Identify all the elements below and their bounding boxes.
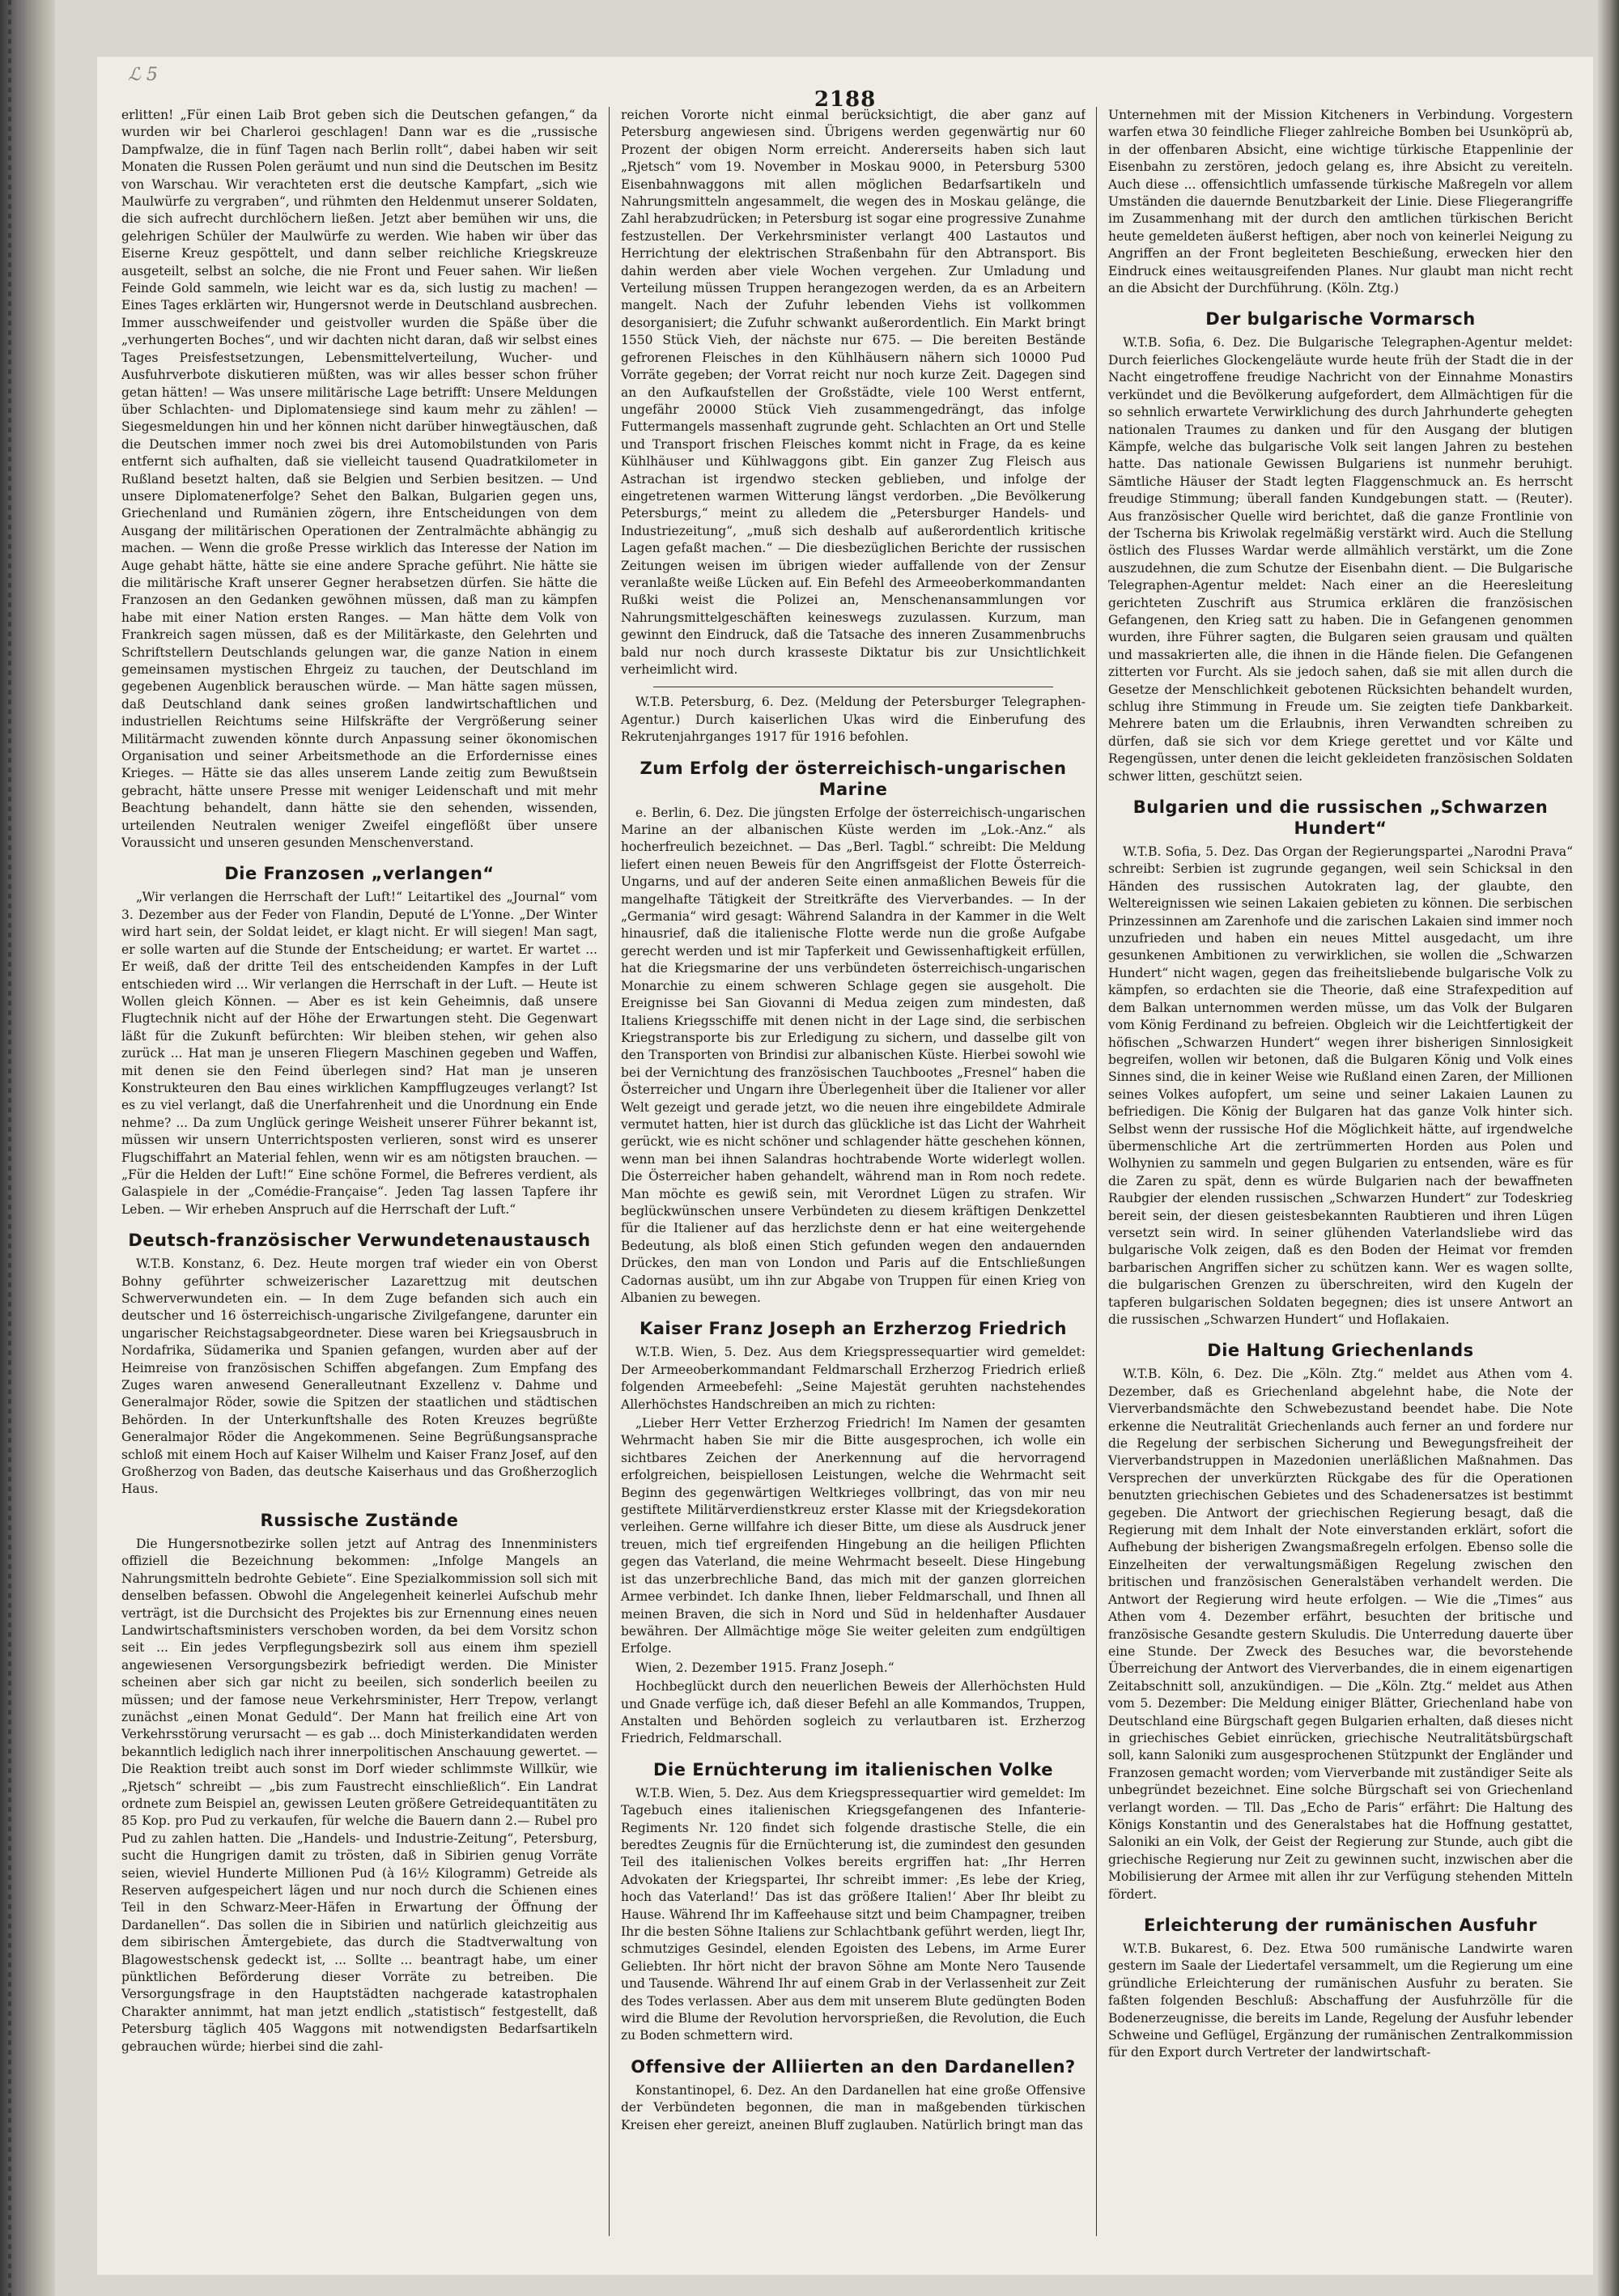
article-text: W.T.B. Wien, 5. Dez. Aus dem Kriegspressequartier wird gemeldet: Im Tagebuch eines italienischen Kriegsgefangenen des Infanterie-Regiments Nr. 120 findet sich folgende drastische Stelle, die ein beredtes Zeugnis für die Ernüchterung ist, die zumindest den gesunden Teil des italienischen Volkes bereits ergriffen hat: „Ihr Herren Advokaten der Kriegspartei, Ihr schreibt immer: ‚Es lebe der Krieg, hoch das Vaterland!‘ Das ist das größere Italien!‘ Aber Ihr bleibt zu Hause. Während Ihr im Kaffeehause sitzt und beim Champagner, treiben Ihr die besten Söhne Italiens zur Schlachtbank geführt werden, liegt Ihr, schmutziges Gesindel, elenden Egoisten des Lebens, im Arme Eurer Geliebten. Ihr hört nicht der bravon Söhne am Monte Nero Tausende und Tausende. Während Ihr auf einem Grab in der Verlassenheit zur Zeit des Todes verlassen. Aber aus dem mit unserem Blute gedüngten Boden wird die Blume der Revolution hervorsprießen, die Revolution, die Euch zu Boden schmettern wird.: [621, 1785, 1086, 2043]
newspaper-page: [97, 57, 1593, 2275]
headline-franzosen: Die Franzosen „verlangen“: [224, 864, 495, 884]
article-text: Konstantinopel, 6. Dez. An den Dardanellen hat eine große Offensive der Verbündeten begonnen, die man in maßgebenden türkischen Kreisen eher gereizt, aneinen Bluff zuglauben. Natürlich bringt man das: [621, 2082, 1086, 2132]
article-text: W.T.B. Sofia, 6. Dez. Die Bulgarische Telegraphen-Agentur meldet: Durch feierliches Glockengeläute wurde heute früh der Stadt die in der Nacht eingetroffene freudige Nachricht von der Einnahme Monastirs verkündet und die Bevölkerung aufgefordert, dem Allmächtigen für die so sehnlich erwartete Verwirklichung des durch Jahrhunderte gehegten nationalen Traumes zu danken und für den Ausgang der blutigen Kämpfe, welche das bulgarische Volk seit langen Jahren zu bestehen hatte. Das nationale Gewissen Bulgariens ist nunmehr beruhigt. Sämtliche Häuser der Stadt legten Flaggenschmuck an. Es herrscht freudige Stimmung; überall fanden Kundgebungen statt. — (Reuter). Aus französischer Quelle wird berichtet, daß die ganze Frontlinie von der Tscherna bis Kriwolak regelmäßig verstärkt wird. Auch die Stellung östlich des Flusses Wardar werde allmählich verstärkt, um die Zone auszudehnen, die zum Schutze der Eisenbahn dient. — Die Bulgarische Telegraphen-Agentur meldet: Nach einer an die Heeresleitung gerichteten Zuschrift aus Strumica erklären die französischen Gefangenen, den Krieg satt zu haben. Die in Gefangenen genommen wurden, ihre Führer sagten, die Bulgaren seien grausam und quälten und massakrierten alle, die ihnen in die Hände fielen. Die Gefangenen zitterten vor Furcht. Als sie jedoch sahen, daß sie mit allen durch die Gesetze der Menschlichkeit gebotenen Rücksichten behandelt wurden, schlug ihre Stimmung in Freude um. Sie zeigten tiefe Dankbarkeit. Mehrere baten um die Erlaubnis, ihren Verwandten schreiben zu dürfen, daß sie sich vor dem Kriege gerettet und vor Kälte und Regengüssen, unter denen die leicht gekleideten französischen Soldaten schwer litten, geschützt seien.: [1108, 335, 1573, 784]
article-text: W.T.B. Köln, 6. Dez. Die „Köln. Ztg.“ meldet aus Athen vom 4. Dezember, daß es Griechenland abgelehnt habe, die Note der Vierverbandsmächte den Schwebezustand beendet habe. Die Note erkenne die Neutralität Griechenlands auch ferner an und fordere nur die Regelung der serbischen Sicherung und Bewegungsfreiheit der Vierverbandstruppen in Mazedonien unerläßlichen Maßnahmen. Das Versprechen der unverkürzten Rückgabe des für die Operationen benutzten griechischen Gebietes und des Schadenersatzes ist bestimmt gegeben. Die Antwort der griechischen Regierung besagt, daß die Regierung mit dem Inhalt der Note einverstanden erklärt, sofort die Aufhebung der bisherigen Zwangsmaßregeln erfolgen. Ebenso solle die Einzelheiten der verwaltungsmäßigen Regelung zwischen den britischen und französischen Generalstäben verhandelt werden. Die Antwort der Regierung wird heute erfolgen. — Wie die „Times“ aus Athen vom 4. Dezember erfährt, besuchten der britische und französische Gesandte gestern Skuludis. Die Unterredung dauerte über eine Stunde. Der Zweck des Besuches war, die bevorstehende Überreichung der Antwort des Vierverbandes, die in einem eigenartigen Zeitabschnitt soll, anzukündigen. — Die „Köln. Ztg.“ meldet aus Athen vom 5. Dezember: Die Meldung einiger Blätter, Griechenland habe von Deutschland eine Bürgschaft gegen Bulgarien erhalten, daß dieses nicht in griechisches Gebiet einrücken, griechische Neutralitätsbürgschaft soll, kann Saloniki zum ausgesprochenen Stützpunkt der Engländer und Franzosen gemacht worden; vom Vierverbande mit zuständiger Seite als unbegründet bezeichnet. Eine solche Bürgschaft sei von Griechenland verlangt worden. — Tll. Das „Echo de Paris“ erfährt: Die Haltung des Königs Konstantin und des Generalstabes hat die Hoffnung gestattet, Saloniki an ein Volk, der Geist der Regierung zur Stunde, auch gibt die griechische Regierung nur Zeit zu gewinnen sucht, inzwischen aber die Mobilisierung der Armee mit allen ihr zur Verfügung stehenden Mitteln fördert.: [1108, 1367, 1573, 1902]
headline-marine: Zum Erfolg der österreichisch-ungarischen Marine: [640, 758, 1067, 799]
headline-schwarze-hundert: Bulgarien und die russischen „Schwarzen Hundert“: [1132, 797, 1549, 839]
article-text: Unternehmen mit der Mission Kitcheners in Verbindung. Vorgestern warfen etwa 30 feindliche Flieger zahlreiche Bomben bei Usunköprü ab, in der offenbaren Absicht, eine wichtige türkische Etappenlinie der Eisenbahn zu zerstören, jedoch gelang es, ihre Absicht zu vereiteln. Auch diese ... offensichtlich umfassende türkische Maßregeln vor allem Umständen die dauernde Benutzbarkeit der Linie. Diese Fliegerangriffe im Zusammenhang mit der durch den amtlichen türkischen Bericht heute gemeldeten äußerst heftigen, aber noch von keinerlei Neigung zu Angriffen an der Front begleiteten Beschießung, erwecken hier den Eindruck eines weitausgreifenden Planes. Nur glaubt man nicht recht an die Absicht der Durchführung. (Köln. Ztg.): [1108, 108, 1573, 296]
article-text: reichen Vororte nicht einmal berücksichtigt, die aber ganz auf Petersburg angewiesen sind. Übrigens werden gegenwärtig nur 60 Prozent der obigen Norm erreicht. Andererseits haben sich laut „Rjetsch“ vom 19. November in Moskau 9000, in Petersburg 5300 Eisenbahnwaggons mit allen möglichen Bedarfsartikeln und Nahrungsmitteln angesammelt, die wegen des in Moskau gelänge, die Zahl herabzudrücken; in Petersburg ist sogar eine progressive Zunahme festzustellen. Der Verkehrsminister verlangt 400 Lastautos und Herrichtung der elektrischen Straßenbahn für den Abtransport. Bis dahin werden aber viele Wochen vergehen. Zur Umladung und Verteilung müssen Truppen herangezogen werden, da es an Arbeitern mangelt. Nach der Zufuhr lebenden Viehs ist vollkommen desorganisiert; die Zufuhr schwankt außerordentlich. Ein Markt bringt 1550 Stück Vieh, der nächste nur 675. — Die bereiten Bestände gefrorenen Fleisches in den Kühlhäusern nähern sich 10000 Pud Vorräte gegeben; der Vorrat reicht nur noch kurze Zeit. Dagegen sind an den Aufkaufstellen der Großstädte, viele 100 Werst entfernt, ungefähr 20000 Stück Vieh zusammengedrängt, das infolge Futtermangels massenhaft zugrunde geht. Schlachten an Ort und Stelle und Transport frischen Fleisches kommt nicht in Frage, da es keine Kühlhäuser und Kühlwaggons gibt. Ein ganzer Zug Fleisch aus Astrachan ist irgendwo stecken geblieben, und infolge der eingetretenen warmen Witterung längst verdorben. „Die Bevölkerung Petersburgs,“ meint zu alledem die „Petersburger Handels- und Industriezeitung“, „muß sich deshalb auf außerordentlich kritische Lagen gefaßt machen.“ — Die diesbezüglichen Berichte der russischen Zeitungen weisen im übrigen wieder auffallende von der Zensur veranlaßte weiße Lücken auf. Ein Befehl des Armeeoberkommandanten Rußki weist die Polizei an, Menschenansammlungen vor Nahrungsmittelgeschäften keineswegs zuzulassen. Kurzum, man gewinnt den Eindruck, daß die Tatsache des inneren Zusammenbruchs bald nur noch durch krasseste Diktatur bis zur Unsichtlichkeit verheimlicht wird.: [621, 108, 1086, 677]
headline-rumaenische-ausfuhr: Erleichterung der rumänischen Ausfuhr: [1143, 1915, 1538, 1935]
headline-griechenland: Die Haltung Griechenlands: [1207, 1341, 1474, 1361]
column-1: [121, 107, 597, 2236]
headline-russische-zustaende: Russische Zustände: [260, 1510, 459, 1530]
article-text: W.T.B. Petersburg, 6. Dez. (Meldung der Petersburger Telegraphen-Agentur.) Durch kaiserlichen Ukas wird die Einberufung des Rekrutenjahrganges 1917 für 1916 befohlen.: [621, 695, 1086, 745]
pencil-mark: ℒ 5: [128, 65, 158, 85]
article-text: W.T.B. Bukarest, 6. Dez. Etwa 500 rumänische Landwirte waren gestern im Saale der Liedertafel versammelt, um die Regierung um eine gründliche Erleichterung der rumänischen Ausfuhr zu beraten. Sie faßten folgenden Beschluß: Abschaffung der Ausfuhrzölle für die Bodenerzeugnisse, die bereits im Lande, Regelung der Ausfuhr lebender Schweine und Geflügel, Ergänzung der rumänischen Zentralkommission für den Export durch Vertreter der landwirtschaft-: [1108, 1941, 1573, 2060]
article-text: „Lieber Herr Vetter Erzherzog Friedrich! Im Namen der gesamten Wehrmacht haben Sie mir die Bitte ausgesprochen, ich wolle ein sichtbares Zeichen der Anerkennung auf die hervorragend erfolgreichen, beispiellosen Leistungen, welche die Wehrmacht seit Beginn des gegenwärtigen Weltkrieges vollbringt, das von mir neu gestiftete Militärverdienstkreuz erster Klasse mit der Kriegsdekoration verleihen. Gerne willfahre ich dieser Bitte, um diese als Ausdruck jener treuen, mich tief ergreifenden Hingebung an die heiligen Pflichten gegen das Vaterland, die meine Wehrmacht beseelt. Diese Hingebung ist das unzerbrechliche Band, das mich mit der ganzen glorreichen Armee verbindet. Ich danke Ihnen, lieber Feldmarschall, und Ihnen all meinen Braven, die sich in Nord und Süd in heldenhafter Ausdauer bewähren. Der Allmächtige möge Sie weiter geleiten zum endgültigen Erfolge.: [621, 1416, 1086, 1656]
article-text: e. Berlin, 6. Dez. Die jüngsten Erfolge der österreichisch-ungarischen Marine an der albanischen Küste werden im „Lok.-Anz.“ als hocherfreulich bezeichnet. — Das „Berl. Tagbl.“ schreibt: Die Meldung liefert einen neuen Beweis für den Angriffsgeist der Flotte Österreich-Ungarns, und auf der anderen Seite einen anmaßlichen Beweis für die mangelhafte Tätigkeit der Streitkräfte des Vierverbandes. — In der „Germania“ wird gesagt: Während Salandra in der Kammer in die Welt hinausrief, daß die italienische Flotte werde nun die große Aufgabe gerecht werden und ist mir Tapferkeit und Gewissenhaftigkeit erfüllen, hat die Kriegsmarine der uns verbündeten österreichisch-ungarischen Monarchie zu einem schweren Schlage gegen sie ausgeholt. Die Ereignisse bei San Giovanni di Medua zeigen zum mindesten, daß Italiens Kriegsschiffe mit denen nicht in der Lage sind, die serbischen Kriegstransporte bis zur Erledigung zu sichern, und dasselbe gilt von den Transporten von Brindisi zur albanischen Küste. Hierbei sowohl wie bei der Vernichtung des französischen Tauchbootes „Fresnel“ haben die Österreicher und Ungarn ihre Überlegenheit über die Italiener vor aller Welt gezeigt und gerade jetzt, wo die neuen ihre eingebildete Admirale vermutet hatten, hier ist durch das glückliche ist das Licht der Wahrheit gerückt, wie es nicht schöner und schlagender hätte geschehen können, wenn man bei ihnen Salandras hochtrabende Worte widerlegt wollen. Die Österreicher haben gehandelt, während man in Rom noch redete. Man möchte es gewiß sein, mit Verordnet Lügen zu strafen. Wir beglückwünschen unsere Verbündeten zu diesem kräftigen Denkzettel für die Italiener auf das herzlichste denn er hat eine weitergehende Bedeutung, als bloß einen Stich gefunden wegen den andauernden Drückes, den man von London und Paris auf die Entschließungen Cadornas ausübt, um ihn zur Abgabe von Truppen für einen Krieg von Albanien zu bewegen.: [621, 805, 1086, 1305]
headline-ernuechterung: Die Ernüchterung im italienischen Volke: [653, 1759, 1053, 1779]
article-text: Hochbeglückt durch den neuerlichen Beweis der Allerhöchsten Huld und Gnade verfüge ich, daß dieser Befehl an alle Kommandos, Truppen, Anstalten und Behörden sogleich zu verlautbaren ist. Erzherzog Friedrich, Feldmarschall.: [621, 1679, 1086, 1746]
headline-kaiser-franz-joseph: Kaiser Franz Joseph an Erzherzog Friedrich: [639, 1319, 1068, 1339]
column-3: [1096, 107, 1573, 2236]
article-text: erlitten! „Für einen Laib Brot geben sich die Deutschen gefangen,“ da wurden wir bei Charleroi geschlagen! Dann war es die „russische Dampfwalze, die in fünf Tagen nach Berlin rollt“, dabei haben wir seit Monaten die Russen Polen geräumt und nun sind die Deutschen im Besitz von Warschau. Wir verachteten erst die deutsche Kampfart, „sich wie Maulwürfe zu vergraben“, und rühmten den Heldenmut unserer Soldaten, die sich aufrecht durchlöchern ließen. Jetzt aber bemühen wir uns, die gelehrigen Schüler der Maulwürfe zu werden. Wie haben wir über das Eiserne Kreuz gespöttelt, und dann selber reichliche Kriegskreuze ausgeteilt, selbst an solche, die nie Front und Feuer sahen. Wir ließen Feinde Gold sammeln, wie leicht war es da, sich lustig zu machen! — Eines Tages erklärten wir, Hungersnot werde in Deutschland ausbrechen. Immer ausschweifender und geistvoller wurden die Späße über die „verhungerten Boches“, und wir dachten nicht daran, daß wir selbst eines Tages Preisfestsetzungen, Lebensmittelverteilung, Wucher- und Ausfuhrverbote diskutieren müßten, was wir alles besser schon früher getan hätten! — Was unsere militärische Lage betrifft: Unsere Meldungen über Schlachten- und Diplomatensiege sind kaum mehr zu zählen! — Siegesmeldungen hin und her können nicht darüber hinwegtäuschen, daß die Deutschen immer noch zwei bis drei Automobilstunden von Paris entfernt sich aufhalten, daß sie vielleicht tausend Quadratkilometer in Rußland besetzt halten, daß sie Belgien und Serbien besitzen. — Und unsere Diplomatenerfolge? Sehet den Balkan, Bulgarien gegen uns, Griechenland und Rumänien zögern, ihre Entscheidungen von dem Ausgang der militärischen Operationen der Zentralmächte abhängig zu machen. — Wenn die große Presse wirklich das Interesse der Nation im Auge gehabt hätte, hätte sie eine andere Sprache geführt. Nie hätte sie die militärische Kraft unserer Gegner herabsetzen dürfen. Sie hätte die Franzosen an den Gedanken gewöhnen müssen, daß man zu kämpfen habe mit einer Nation ersten Ranges. — Man hätte dem Volk von Frankreich sagen müssen, daß es der Militärkaste, den Gelehrten und Schriftstellern Deutschlands gelungen war, die ganze Nation in einem gemeinsamen mystischen Ehrgeiz zu tauchen, der Deutschland im gegebenen Augenblick berauschen würde. — Man hätte sagen müssen, daß Deutschland dank seines großen landwirtschaftlichen und industriellen Reichtums seine Hilfskräfte der Vergrößerung seiner Militärmacht zuwenden könnte durch Anpassung seiner ökonomischen Organisation und seiner Arbeitsmethode an die Erfordernisse eines Krieges. — Hätte sie das alles unserem Lande zeitig zum Bewußtsein gebracht, hätte unsere Presse mit weniger Leidenschaft und mit mehr Beachtung behandelt, dann hätte sie den sehenden, wissenden, urteilenden Neutralen weniger Zweifel eingeflößt über unsere Voraussicht und unseren gesunden Menschenverstand.: [121, 108, 597, 851]
headline-verwundetenaustausch: Deutsch-französischer Verwundetenaustausch: [128, 1231, 591, 1251]
article-text: „Wir verlangen die Herrschaft der Luft!“ Leitartikel des „Journal“ vom 3. Dezember aus der Feder von Flandin, Deputé de L'Yonne. „Der Winter wird hart sein, der Soldat leidet, er klagt nicht. Er will siegen! Man sagt, er solle warten auf die Stunde der Entscheidung; er wartet. Er wartet ... Er weiß, daß der dritte Teil des entscheidenden Kampfes in der Luft entschieden wird ... Wir verlangen die Herrschaft in der Luft. — Heute ist Wollen gleich Können. — Aber es ist kein Geheimnis, daß unsere Flugtechnik nicht auf der Höhe der Erwartungen steht. Die Gegenwart läßt für die Zukunft befürchten: Wir bleiben stehen, wir gehen also zurück ... Hat man je unseren Fliegern Maschinen gegeben und Waffen, mit denen sie den Feind überlegen sind? Hat man je unseren Konstrukteuren den Bau eines wirklichen Kampfflugzeuges verlangt? Ist es zu viel verlangt, daß die Unerfahrenheit und die Unordnung ein Ende nehme? ... Da zum Unglück geringe Weisheit unserer Führer bekannt ist, müssen wir unsern Unterrichtsposten verlieren, sonst wird es unserer Flugschiffahrt an Material fehlen, wenn wir es am nötigsten brauchen. — „Für die Helden der Luft!“ Eine schöne Formel, die Befreres verdient, als Galaspiele in der „Comédie-Française“. Jeden Tag lassen Tapfere ihr Leben. — Wir erheben Anspruch auf die Herrschaft der Luft.“: [121, 890, 597, 1217]
headline-dardanellen: Offensive der Alliierten an den Dardanellen?: [631, 2056, 1076, 2077]
article-text: W.T.B. Sofia, 5. Dez. Das Organ der Regierungspartei „Narodni Prava“ schreibt: Serbien ist zugrunde gegangen, weil sein Schicksal in den Händen des russischen Autokraten lag, der glaubte, den Weltereignissen wie seinen Lakaien gebieten zu können. Die serbischen Prinzessinnen am Zarenhofe und die zarischen Lakaien sind immer noch unzufrieden und haben ein neues Mittel ausgedacht, um ihre gesunkenen Ambitionen zu verwirklichen, sie wollen die „Schwarzen Hundert“ nicht wagen, gegen das freiheitsliebende bulgarische Volk zu kämpfen, so erdachten sie die Theorie, daß eine Strafexpedition auf dem Balkan unternommen werden müsse, um das Volk der Bulgaren vom König Ferdinand zu befreien. Obgleich wir die Leichtfertigkeit der höfischen „Schwarzen Hundert“ wegen ihrer bisherigen Sinnlosigkeit begreifen, wollen wir betonen, daß die Bulgaren König und Volk eines Sinnes sind, die in keiner Weise wie Rußland einen Zaren, der Millionen seines Volkes aufopfert, um seine und seiner Lakaien Launen zu befriedigen. Die König der Bulgaren hat das ganze Volk hinter sich. Selbst wenn der russische Hof die Möglichkeit hätte, auf irgendwelche übermenschliche Art die zertrümmerten Horden aus Polen und Wolhynien zu sammeln und gegen Bulgarien zu entsenden, wäre es für die Zaren zu spät, denn es würde Bulgarien nach der bewaffneten Raubgier der elenden russischen „Schwarzen Hundert“ zur Todeskrieg bereit sein, der diesen geistesbekannten Raubtieren und ihren Lügen versetzt sein wird. In seiner glühenden Vaterlandsliebe wird das bulgarische Volk zeigen, daß es den Boden der Heimat vor fremden barbarischen Angriffen sicher zu schützen kann. Wer es wagen sollte, die bulgarischen Grenzen zu überschreiten, wird den Kugeln der tapferen bulgarischen Soldaten begegnen; dies ist unsere Antwort an die russischen „Schwarzen Hundert“ und Hoflakaien.: [1108, 844, 1573, 1327]
article-text: W.T.B. Wien, 5. Dez. Aus dem Kriegspressequartier wird gemeldet: Der Armeeoberkommandant Feldmarschall Erzherzog Friedrich erließ folgenden Armeebefehl: „Seine Majestät geruhten nachstehendes Allerhöchstes Handschreiben an mich zu richten:: [621, 1345, 1086, 1412]
next-page-edge: [1598, 0, 1619, 2296]
column-2: [609, 107, 1086, 2236]
page-number: 2188: [814, 87, 877, 112]
headline-bulgarischer-vormarsch: Der bulgarische Vormarsch: [1205, 309, 1476, 330]
article-text: Die Hungersnotbezirke sollen jetzt auf Antrag des Innenministers offiziell die Bezeichnung bekommen: „Infolge Mangels an Nahrungsmitteln bedrohte Gebiete“. Eine Spezialkommission soll sich mit denselben befassen. Obwohl die Angelegenheit keinerlei Aufschub mehr verträgt, ist die Durchsicht des Projektes bis zur Ernennung eines neuen Landwirtschaftsministers verschoben worden, da bei dem Vorsitz schon seit ... Ein jedes Verpflegungsbezirk soll aus einem ihm speziell angewiesenen Versorgungsbezirk befriedigt werden. Die Minister scheinen aber sich gar nicht zu beeilen, sich sonderlich beeilen zu müssen; und der famose neue Verkehrsminister, Herr Trepow, verlangt zunächst „einen Monat Geduld“. Der Mann hat freilich eine Art von Verkehrsstörung verursacht — es gab ... doch Ministerkandidaten werden bekanntlich lediglich nach ihrer innerpolitischen Anschauung gewertet. — Die Reaktion treibt auch sonst im Dorf wieder schlimmste Willkür, wie „Rjetsch“ schreibt — „bis zum Faustrecht einschließlich“. Ein Landrat ordnete zum Beispiel an, gewissen Leuten größere Getreidequantitäten zu 85 Kop. pro Pud zu verkaufen, für welche die Bauern dann 2.— Rubel pro Pud zu zahlen hatten. Die „Handels- und Industrie-Zeitung“, Petersburg, sucht die Hungrigen damit zu trösten, daß in Sibirien genug Vorräte seien, wieviel Hunderte Millionen Pud (à 16½ Kilogramm) Getreide als Reserven aufgespeichert lägen und nur noch durch die Schienen eines Teil in den Schwarz-Meer-Häfen in Erwartung der Öffnung der Dardanellen“. Das sollen die in Sibirien und natürlich gleichzeitig aus dem sibirischen Ämtergebiete, das durch die Stadtverwaltung von Blagowestschensk gedeckt ist, ... Sollte ... beantragt habe, um einer pünktlichen Beförderung dieser Vorräte zu betreiben. Die Versorgungsfrage in den Hauptstädten nachgerade katastrophalen Charakter annimmt, hat man jetzt endlich „statistisch“ festgestellt, daß Petersburg täglich 405 Waggons mit notwendigsten Bedarfsartikeln gebrauchen würde; hierbei sind die zahl-: [121, 1536, 597, 2054]
article-text: W.T.B. Konstanz, 6. Dez. Heute morgen traf wieder ein von Oberst Bohny geführter schweizerischer Lazarettzug mit deutschen Schwerverwundeten ein. — In dem Zuge befanden sich auch ein deutscher und 16 österreichisch-ungarische Zivilgefangene, darunter ein ungarischer Reichstagsabgeordneter. Diese waren bei Kriegsausbruch in Nordafrika, Südamerika und Spanien gefangen, wurden aber auf der Heimreise von französischen Schiffen abgefangen. Zum Empfang des Zuges waren anwesend Generalleutnant Exzellenz v. Dahme und Generalmajor Röder, sowie die Spitzen der staatlichen und städtischen Behörden. In der Unterkunftshalle des Roten Kreuzes begrüßte Generalmajor Röder die Angekommenen. Seine Begrüßungsansprache schloß mit einem Hoch auf Kaiser Wilhelm und Kaiser Franz Josef, auf den Großherzog von Baden, das deutsche Kaiserhaus und das Großherzoglich Haus.: [121, 1256, 597, 1497]
article-text: Wien, 2. Dezember 1915. Franz Joseph.“: [635, 1660, 894, 1675]
book-binding: [0, 0, 55, 2296]
